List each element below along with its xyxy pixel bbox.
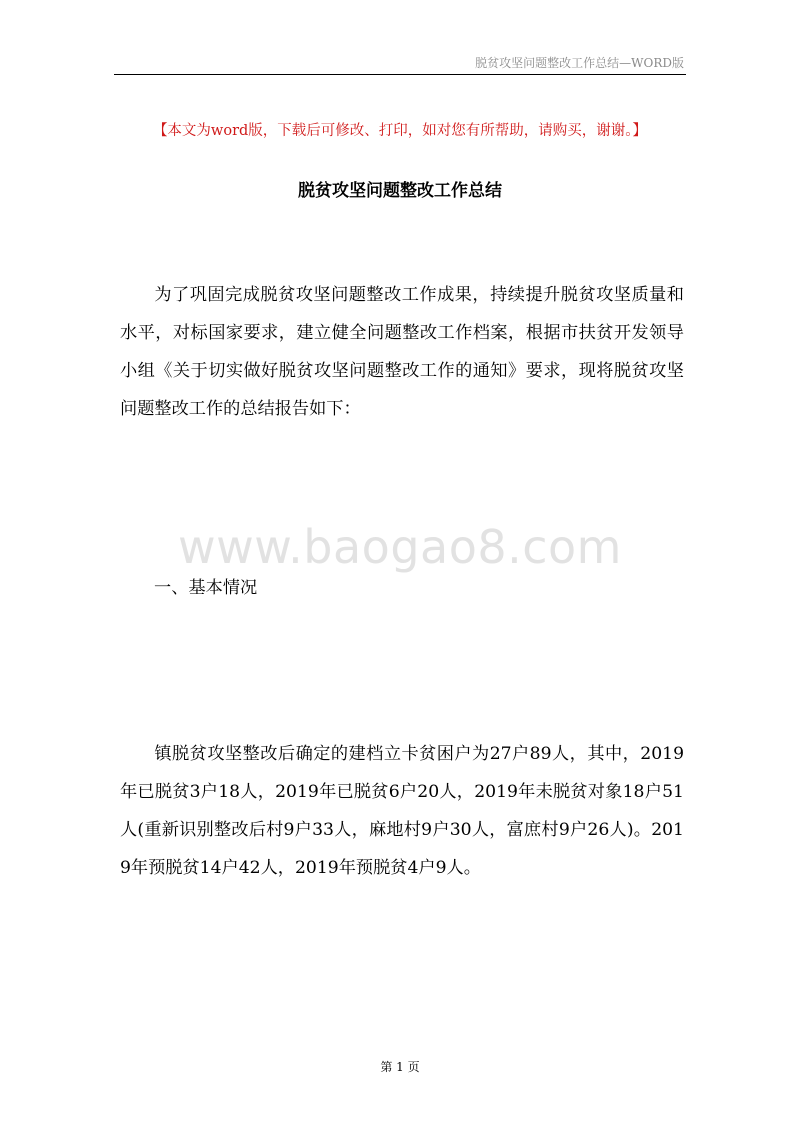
running-header: 脱贫攻坚问题整改工作总结—WORD版 xyxy=(475,56,684,70)
basic-info-paragraph: 镇脱贫攻坚整改后确定的建档立卡贫困户为27户89人，其中，2019年已脱贫3户18人，2019年已脱贫6户20人，2019年未脱贫对象18户51人(重新识别整改后村9户33人，麻地村9户30人，富庶村9户26人)。2019年预脱贫14户42人，2019年预脱贫4户9人。 xyxy=(120,744,684,878)
page-number: 第 1 页 xyxy=(380,1060,420,1074)
section-heading-basic-info: 一、基本情况 xyxy=(154,578,258,598)
download-notice: 【本文为word版，下载后可修改、打印，如对您有所帮助，请购买，谢谢。】 xyxy=(152,123,648,139)
intro-paragraph: 为了巩固完成脱贫攻坚问题整改工作成果，持续提升脱贫攻坚质量和水平，对标国家要求，建立健全问题整改工作档案，根据市扶贫开发领导小组《关于切实做好脱贫攻坚问题整改工作的通知》要求，现将脱贫攻坚问题整改工作的总结报告如下： xyxy=(120,285,684,419)
watermark-text: www.baogao8.com xyxy=(178,520,622,574)
header-divider xyxy=(114,74,686,75)
document-title: 脱贫攻坚问题整改工作总结 xyxy=(298,181,502,201)
